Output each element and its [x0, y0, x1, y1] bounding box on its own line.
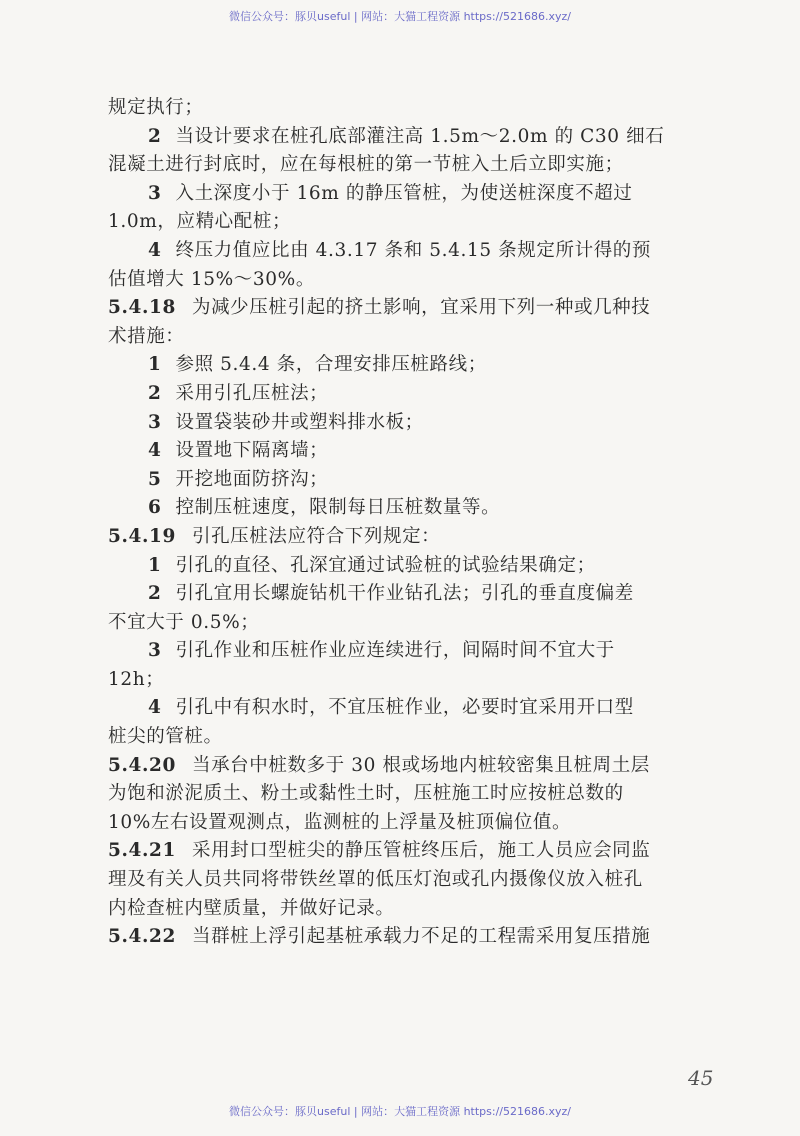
line-text: 10%左右设置观测点，监测桩的上浮量及桩顶偏位值。 — [108, 811, 572, 833]
text-line — [108, 294, 728, 323]
text-line — [108, 609, 728, 638]
text-line — [108, 123, 728, 152]
line-text: 规定执行； — [108, 97, 204, 118]
line-text: 1.0m，应精心配桩； — [108, 211, 292, 233]
page-number: 45 — [688, 1066, 714, 1090]
line-text: 设置袋装砂井或塑料排水板； — [175, 411, 424, 433]
watermark-top: 微信公众号：豚贝useful | 网站：大猫工程资源 https://521686.xyz/ — [229, 10, 571, 23]
text-line — [108, 637, 728, 666]
text-line — [108, 580, 728, 609]
text-line — [108, 552, 728, 581]
text-line — [108, 723, 728, 752]
clause-number: 5.4.21 — [108, 840, 176, 862]
text-line — [108, 466, 728, 495]
line-text: 引孔宜用长螺旋钻机干作业钻孔法；引孔的垂直度偏差 — [175, 583, 634, 605]
text-line — [108, 780, 728, 809]
text-line — [108, 437, 728, 466]
text-line — [108, 380, 728, 409]
line-text: 引孔作业和压桩作业应连续进行，间隔时间不宜大于 — [175, 640, 615, 662]
line-text: 12h； — [108, 668, 165, 690]
line-text: 理及有关人员共同将带铁丝罩的低压灯泡或孔内摄像仪放入桩孔 — [108, 869, 643, 891]
text-line — [108, 523, 728, 552]
line-text: 采用封口型桩尖的静压管桩终压后，施工人员应会同监 — [191, 840, 651, 862]
text-line — [108, 237, 728, 266]
item-number: 3 — [148, 411, 162, 433]
text-line — [108, 409, 728, 438]
line-text: 为饱和淤泥质土、粉土或黏性土时，压桩施工时应按桩总数的 — [108, 783, 624, 805]
line-text: 采用引孔压桩法； — [175, 382, 329, 404]
item-number: 6 — [148, 497, 162, 519]
text-line — [108, 752, 728, 781]
line-text: 开挖地面防挤沟； — [175, 468, 329, 490]
line-text: 控制压桩速度，限制每日压桩数量等。 — [175, 497, 501, 519]
item-number: 4 — [148, 440, 162, 462]
text-line — [108, 323, 728, 352]
clause-number: 5.4.18 — [108, 297, 176, 319]
clause-number: 5.4.22 — [108, 926, 176, 948]
text-line — [108, 809, 728, 838]
item-number: 2 — [148, 382, 162, 404]
line-text: 终压力值应比由 4.3.17 条和 5.4.15 条规定所计得的预 — [175, 239, 651, 261]
line-text: 混凝土进行封底时，应在每根桩的第一节桩入土后立即实施； — [108, 154, 624, 176]
text-line — [108, 180, 728, 209]
text-line — [108, 895, 728, 924]
line-text: 内检查桩内壁质量，并做好记录。 — [108, 897, 395, 919]
line-text: 设置地下隔离墙； — [175, 440, 329, 462]
item-number: 4 — [148, 697, 162, 719]
item-number: 2 — [148, 125, 162, 147]
line-text: 桩尖的管桩。 — [108, 726, 223, 748]
clause-number: 5.4.19 — [108, 525, 176, 547]
text-line — [108, 866, 728, 895]
line-text: 当群桩上浮引起基桩承载力不足的工程需采用复压措施 — [191, 926, 651, 948]
item-number: 1 — [148, 354, 162, 376]
text-line — [108, 351, 728, 380]
text-line — [108, 494, 728, 523]
text-line — [108, 666, 728, 695]
clause-number: 5.4.20 — [108, 754, 176, 776]
line-text: 不宜大于 0.5%； — [108, 611, 260, 633]
line-text: 术措施： — [108, 325, 185, 347]
text-line — [108, 837, 728, 866]
line-text: 当承台中桩数多于 30 根或场地内桩较密集且桩周土层 — [191, 754, 650, 776]
line-text: 为减少压桩引起的挤土影响，宜采用下列一种或几种技 — [191, 297, 651, 319]
document-body — [108, 94, 728, 952]
line-text: 引孔压桩法应符合下列规定： — [191, 525, 441, 547]
text-line — [108, 208, 728, 237]
text-line — [108, 694, 728, 723]
item-number: 3 — [148, 640, 162, 662]
item-number: 2 — [148, 583, 162, 605]
item-number: 3 — [148, 182, 162, 204]
item-number: 1 — [148, 554, 162, 576]
text-line — [108, 266, 728, 295]
watermark-bottom: 微信公众号：豚贝useful | 网站：大猫工程资源 https://521686.xyz/ — [229, 1105, 571, 1118]
item-number: 5 — [148, 468, 162, 490]
line-text: 引孔的直径、孔深宜通过试验桩的试验结果确定； — [175, 554, 596, 576]
text-line — [108, 151, 728, 180]
text-line — [108, 94, 728, 123]
text-line — [108, 923, 728, 952]
line-text: 入土深度小于 16m 的静压管桩，为使送桩深度不超过 — [175, 182, 633, 204]
line-text: 引孔中有积水时，不宜压桩作业，必要时宜采用开口型 — [175, 697, 634, 719]
item-number: 4 — [148, 239, 162, 261]
line-text: 估值增大 15%～30%。 — [108, 268, 315, 290]
line-text: 当设计要求在桩孔底部灌注高 1.5m～2.0m 的 C30 细石 — [175, 125, 665, 147]
line-text: 参照 5.4.4 条，合理安排压桩路线； — [175, 354, 487, 376]
